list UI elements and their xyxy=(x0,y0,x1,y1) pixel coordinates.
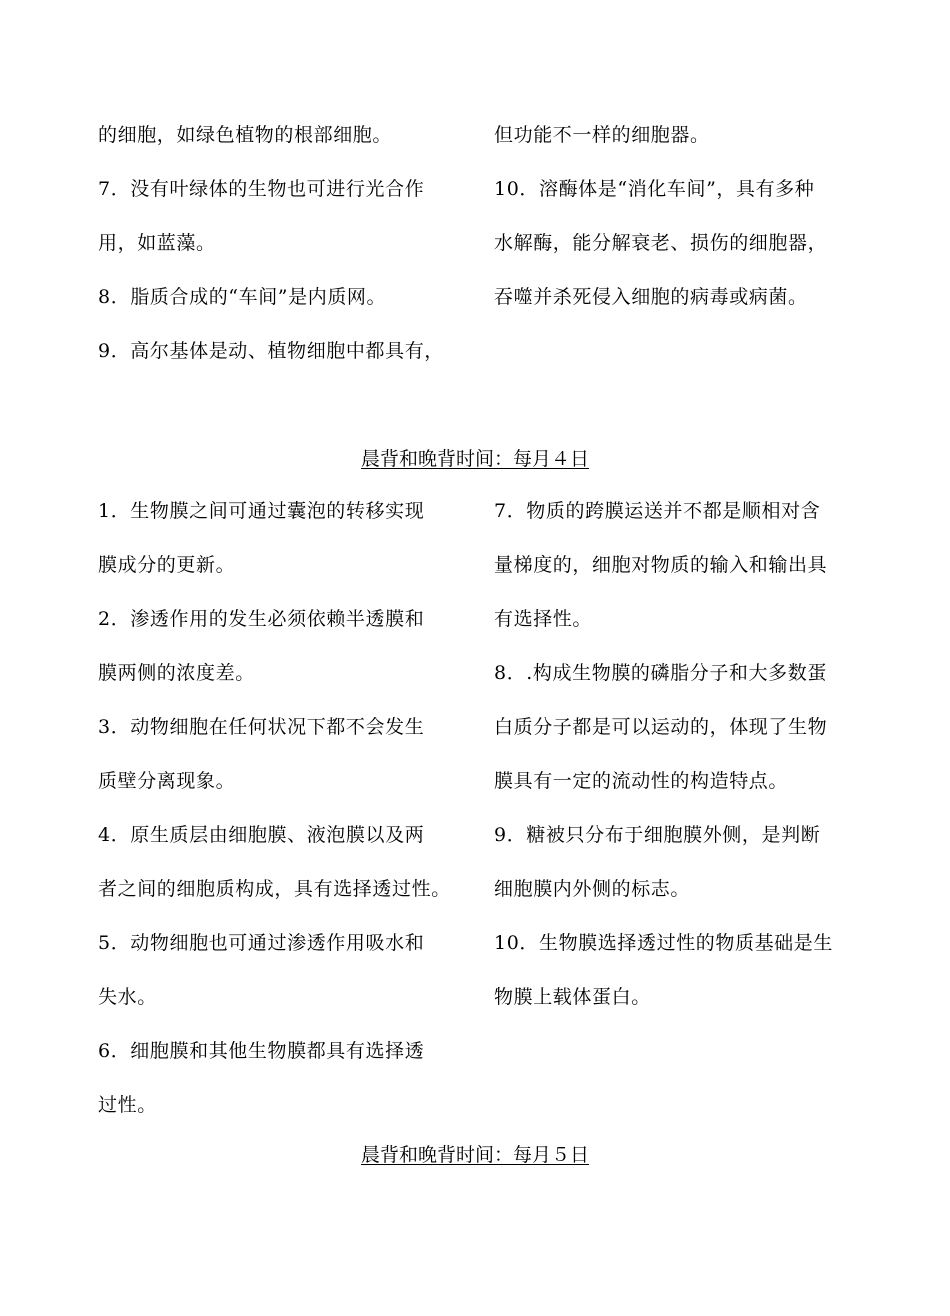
text-line: 2．渗透作用的发生必须依赖半透膜和 xyxy=(98,608,425,630)
text-line: 5．动物细胞也可通过渗透作用吸水和 xyxy=(98,932,425,954)
text-line: 8．.构成生物膜的磷脂分子和大多数蛋 xyxy=(494,662,827,684)
section-b-right-column xyxy=(494,484,856,1024)
section-heading-text: 晨背和晚背时间：每月５日 xyxy=(360,1144,589,1166)
text-line: 8．脂质合成的“车间”是内质网。 xyxy=(98,286,387,308)
section-heading-text: 晨背和晚背时间：每月４日 xyxy=(360,448,589,470)
text-line: 1．生物膜之间可通过囊泡的转移实现 xyxy=(98,500,425,522)
text-line: 物膜上载体蛋白。 xyxy=(494,986,651,1008)
section-b-left-column xyxy=(98,484,470,1132)
text-line: 失水。 xyxy=(98,986,157,1008)
text-line: 6．细胞膜和其他生物膜都具有选择透 xyxy=(98,1040,425,1062)
text-line: 有选择性。 xyxy=(494,608,593,630)
text-line: 10．溶酶体是“消化车间”，具有多种 xyxy=(494,178,815,200)
text-line: 3．动物细胞在任何状况下都不会发生 xyxy=(98,716,425,738)
text-line: 7．没有叶绿体的生物也可进行光合作 xyxy=(98,178,425,200)
section-heading-day4 xyxy=(0,444,950,474)
text-line: 的细胞，如绿色植物的根部细胞。 xyxy=(98,124,393,146)
text-line: 但功能不一样的细胞器。 xyxy=(494,124,710,146)
text-line: 4．原生质层由细胞膜、液泡膜以及两 xyxy=(98,824,425,846)
text-line: 7．物质的跨膜运送并不都是顺相对含 xyxy=(494,500,821,522)
section-heading-day5 xyxy=(0,1140,950,1170)
text-line: 膜两侧的浓度差。 xyxy=(98,662,255,684)
text-line: 10．生物膜选择透过性的物质基础是生 xyxy=(494,932,833,954)
text-line: 膜成分的更新。 xyxy=(98,554,236,576)
section-a-right-column xyxy=(494,108,856,324)
text-line: 质壁分离现象。 xyxy=(98,770,236,792)
text-line: 膜具有一定的流动性的构造特点。 xyxy=(494,770,789,792)
text-line: 量梯度的，细胞对物质的输入和输出具 xyxy=(494,554,828,576)
text-line: 者之间的细胞质构成，具有选择透过性。 xyxy=(98,878,451,900)
text-line: 吞噬并杀死侵入细胞的病毒或病菌。 xyxy=(494,286,808,308)
text-line: 水解酶，能分解衰老、损伤的细胞器， xyxy=(494,232,828,254)
text-line: 过性。 xyxy=(98,1094,157,1116)
text-line: 用，如蓝藻。 xyxy=(98,232,216,254)
section-a-left-column xyxy=(98,108,470,378)
text-line: 9．高尔基体是动、植物细胞中都具有， xyxy=(98,340,444,362)
text-line: 9．糖被只分布于细胞膜外侧，是判断 xyxy=(494,824,821,846)
text-line: 细胞膜内外侧的标志。 xyxy=(494,878,691,900)
text-line: 白质分子都是可以运动的，体现了生物 xyxy=(494,716,828,738)
